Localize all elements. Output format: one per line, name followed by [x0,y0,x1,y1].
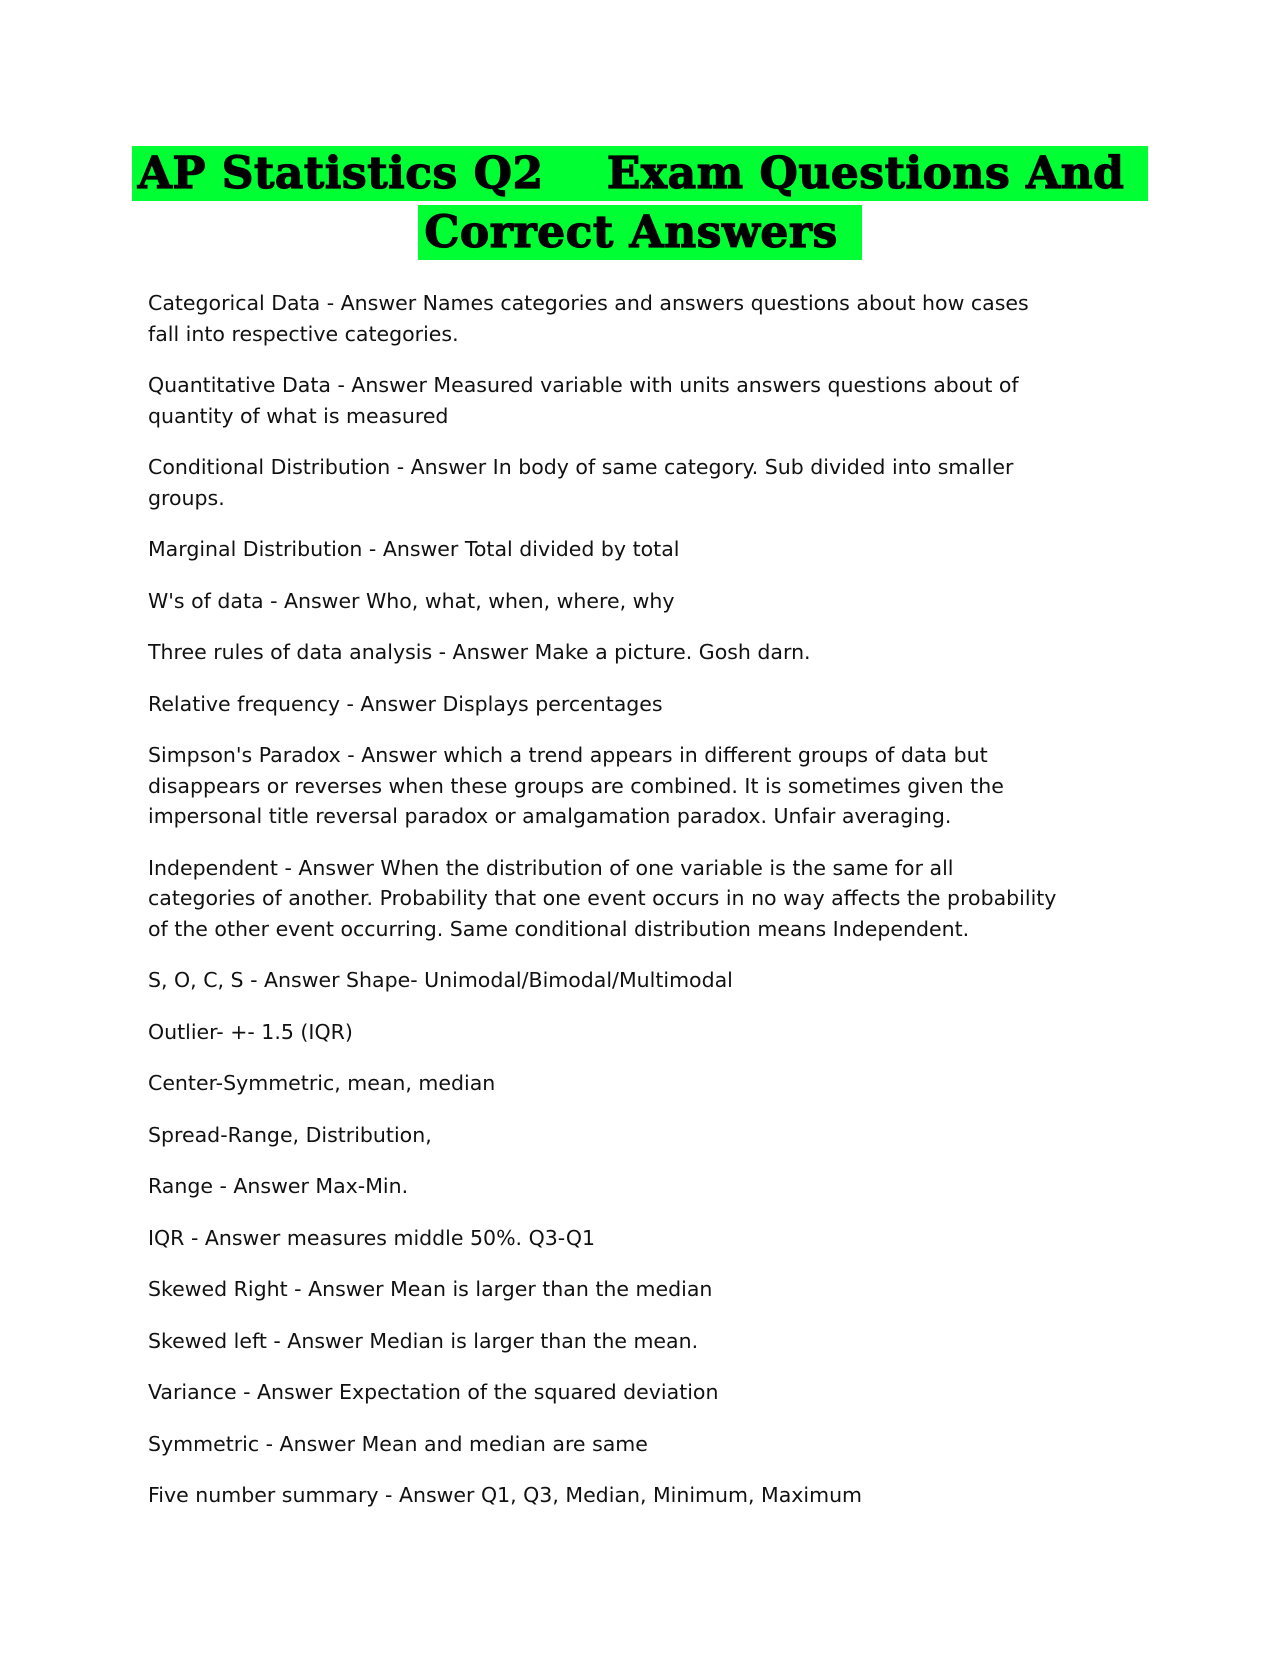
qa-entry-ws-of-data: W's of data - Answer Who, what, when, where, why [148,588,675,613]
qa-entry-variance: Variance - Answer Expectation of the squared deviation [148,1380,719,1404]
qa-entries [148,288,1148,1532]
title-line-1: AP Statistics Q2 Exam Questions And [132,146,1149,201]
qa-entry-quantitative-data: Quantitative Data - Answer Measured variable with units answers questions about of quantity of what is measured [148,373,1019,428]
document-title [0,146,1280,260]
qa-entry-simpsons-paradox: Simpson's Paradox - Answer which a trend appears in different groups of data but disappears or reverses when these groups are combined. It is sometimes given the impersonal title reversal paradox or amalgamation paradox. Unfair averaging. [148,743,1004,828]
qa-entry-independent: Independent - Answer When the distribution of one variable is the same for all categories of another. Probability that one event occurs in no way affects the probability of the other event occurring. Same conditional distribution means Independent. [148,855,1057,941]
qa-entry-skewed-right: Skewed Right - Answer Mean is larger than the median [148,1277,713,1301]
qa-entry-three-rules: Three rules of data analysis - Answer Make a picture. Gosh darn. [148,640,811,664]
qa-entry-range: Range - Answer Max-Min. [148,1174,409,1198]
qa-entry-conditional-distribution: Conditional Distribution - Answer In body of same category. Sub divided into smaller groups. [148,455,1014,510]
qa-entry-relative-frequency: Relative frequency - Answer Displays percentages [148,691,663,716]
qa-entry-outlier: Outlier- +- 1.5 (IQR) [148,1019,353,1044]
qa-entry-skewed-left: Skewed left - Answer Median is larger than the mean. [148,1328,699,1353]
qa-entry-spread: Spread-Range, Distribution, [148,1122,432,1147]
qa-entry-center: Center-Symmetric, mean, median [148,1071,496,1095]
qa-entry-categorical-data: Categorical Data - Answer Names categories and answers questions about how cases fall into respective categories. [148,291,1029,346]
qa-entry-five-number-summary: Five number summary - Answer Q1, Q3, Median, Minimum, Maximum [148,1483,863,1507]
qa-entry-iqr: IQR - Answer measures middle 50%. Q3-Q1 [148,1225,596,1250]
title-line-2: Correct Answers [418,205,861,260]
qa-entry-marginal-distribution: Marginal Distribution - Answer Total divided by total [148,537,680,561]
qa-entry-socs: S, O, C, S - Answer Shape- Unimodal/Bimodal/Multimodal [148,968,733,992]
qa-entry-symmetric: Symmetric - Answer Mean and median are same [148,1431,648,1456]
